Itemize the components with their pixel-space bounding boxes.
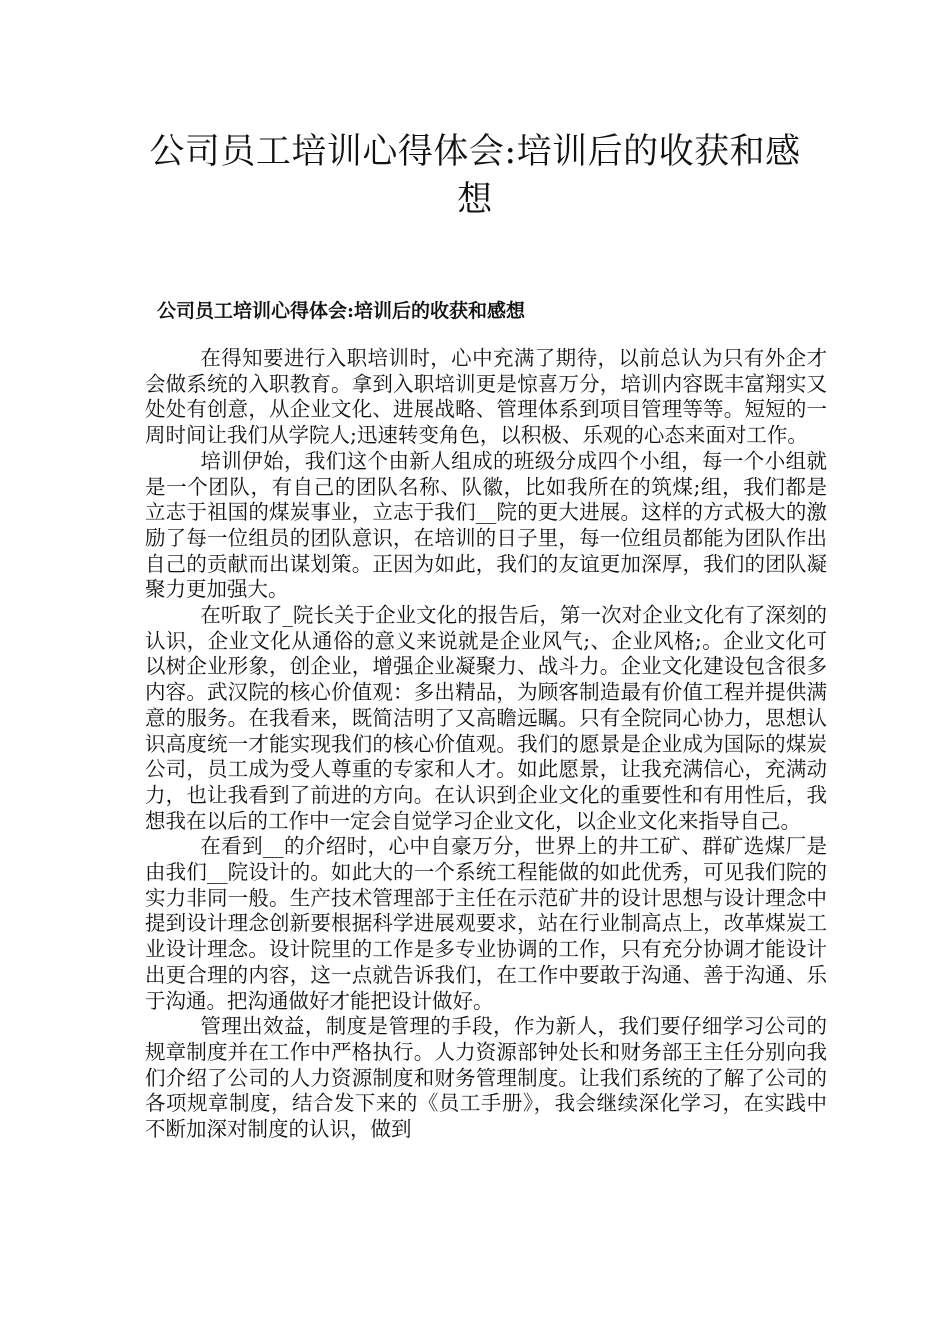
paragraph-4: 在看到__的介绍时，心中自豪万分，世界上的井工矿、群矿选煤厂是由我们__院设计的。如此大的一个系统工程能做的如此优秀，可见我们院的实力非同一般。生产技术管理部于主任在示范矿井的设计思想与设计理念中提到设计理念创新要根据科学进展观要求，站在行业制高点上，改革煤炭工业设计理念。设计院里的工作是多专业协调的工作，只有充分协调才能设计出更合理的内容，这一点就告诉我们，在工作中要敢于沟通、善于沟通、乐于沟通。把沟通做好才能把设计做好。 xyxy=(145,834,827,1013)
document-title: 公司员工培训心得体会:培训后的收获和感想 xyxy=(149,132,801,220)
paragraph-2: 培训伊始，我们这个由新人组成的班级分成四个小组，每一个小组就是一个团队，有自己的团队名称、队徽，比如我所在的筑煤;组，我们都是立志于祖国的煤炭事业，立志于我们__院的更大进展。这样的方式极大的激励了每一位组员的团队意识，在培训的日子里，每一位组员都能为团队作出自己的贡献而出谋划策。正因为如此，我们的友谊更加深厚，我们的团队凝聚力更加强大。 xyxy=(145,448,827,602)
paragraph-5: 管理出效益，制度是管理的手段，作为新人，我们要仔细学习公司的规章制度并在工作中严格执行。人力资源部钟处长和财务部王主任分别向我们介绍了公司的人力资源制度和财务管理制度。让我们系统的了解了公司的各项规章制度，结合发下来的《员工手册》，我会继续深化学习，在实践中不断加深对制度的认识，做到 xyxy=(145,1014,827,1142)
paragraph-3: 在听取了_院长关于企业文化的报告后，第一次对企业文化有了深刻的认识，企业文化从通俗的意义来说就是企业风气;、企业风格;。企业文化可以树企业形象，创企业，增强企业凝聚力、战斗力。企业文化建设包含很多内容。武汉院的核心价值观：多出精品，为顾客制造最有价值工程并提供满意的服务。在我看来，既简洁明了又高瞻远瞩。只有全院同心协力，思想认识高度统一才能实现我们的核心价值观。我们的愿景是企业成为国际的煤炭公司，员工成为受人尊重的专家和人才。如此愿景，让我充满信心，充满动力，也让我看到了前进的方向。在认识到企业文化的重要性和有用性后，我想我在以后的工作中一定会自觉学习企业文化，以企业文化来指导自己。 xyxy=(145,603,827,833)
document-subtitle: 公司员工培训心得体会:培训后的收获和感想 xyxy=(157,300,526,322)
paragraph-1: 在得知要进行入职培训时，心中充满了期待，以前总认为只有外企才会做系统的入职教育。拿到入职培训更是惊喜万分，培训内容既丰富翔实又处处有创意，从企业文化、进展战略、管理体系到项目管理等等。短短的一周时间让我们从学院人;迅速转变角色，以积极、乐观的心态来面对工作。 xyxy=(145,346,827,448)
document-body xyxy=(145,346,827,1143)
